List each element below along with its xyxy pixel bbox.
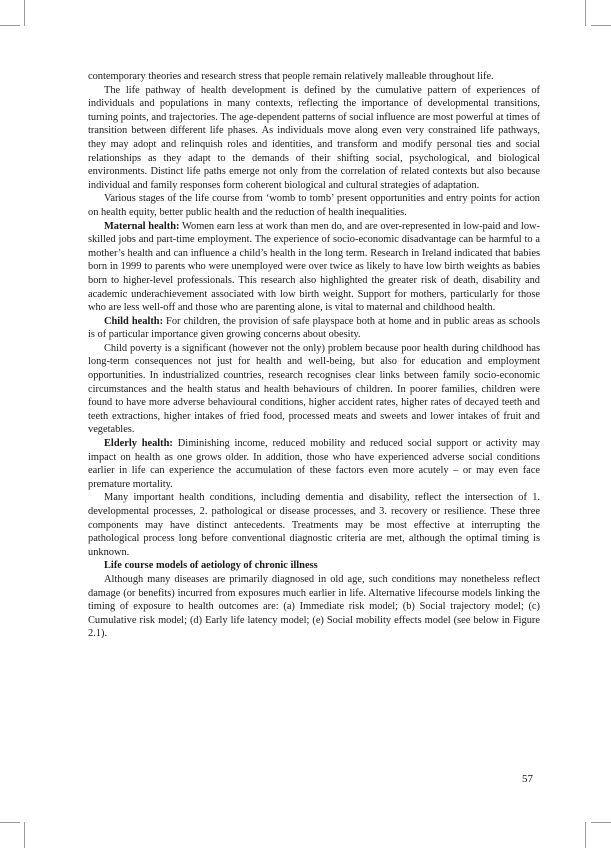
paragraph-lifecourse-models: Although many diseases are primarily diagnosed in old age, such conditions may nonetheless reflect damage (or benefits) incurred from exposures much earlier in life. Alternative lifecourse models linking the timing of exposure to health outcomes are: (a) Immediate risk model; (b) Social trajectory model; (c) Cumulative risk model; (d) Early life latency model; (e) Social mobility effects model (see below in Figure 2.1). — [88, 573, 540, 640]
crop-mark-top-right-h — [591, 25, 611, 26]
paragraph-health-conditions: Many important health conditions, including dementia and disability, reflect the intersection of 1. developmental processes, 2. pathological or disease processes, and 3. recovery or resilience. These three components may have distinct antecedents. Treatments may be most effective at interrupting the pathological process long before conventional diagnostic criteria are met, although the optimal timing is unknown. — [88, 492, 540, 558]
crop-mark-top-left — [24, 0, 25, 26]
lead-child-health: Child health: — [104, 315, 164, 327]
paragraph-life-pathway: The life pathway of health development is defined by the cumulative pattern of experiences of individuals and populations in many contexts, reflecting the importance of developmental transitions, turning points, and trajectories. The age-dependent patterns of social influence are most powerful at times of transition between different life phases. As individuals move along even very constrained life pathways, they may adopt and relinquish roles and identities, and transform and modify personal ties and social relationships as they adapt to the demands of their shifting social, psychological, and biological environments. Distinct life paths emerge not only from the correlation of related contexts but also because individual and family responses form coherent biological and cultural strategies of adaptation. — [88, 84, 540, 191]
paragraph-child-poverty: Child poverty is a significant (however not the only) problem because poor health during childhood has long-term consequences not just for health and well-being, but also for education and employment opportunities. In industrialized countries, research recognises clear links between family socio-economic circumstances and the health status and health behaviours of children. In poorer families, children were found to have more adverse behavioural conditions, higher accident rates, higher rates of decayed teeth and teeth extractions, higher intakes of fried food, processed meats and sweets and lower intakes of fruit and vegetables. — [88, 342, 540, 436]
paragraph-life-stages: Various stages of the life course from ‘womb to tomb’ present opportunities and entry points for action on health equity, better public health and the reduction of health inequalities. — [88, 193, 540, 218]
page-number: 57 — [522, 773, 533, 785]
paragraph-child-health — [88, 315, 540, 342]
crop-mark-bottom-left — [24, 822, 25, 848]
lead-maternal-health: Maternal health: — [104, 220, 180, 232]
paragraph-maternal-health — [88, 220, 540, 315]
crop-mark-top-left-h — [0, 25, 20, 26]
page-body — [88, 70, 540, 641]
section-heading: Life course models of aetiology of chronic illness — [104, 560, 318, 572]
crop-mark-top-right — [585, 0, 586, 26]
lead-elderly-health: Elderly health: — [104, 438, 173, 450]
paragraph-elderly-health — [88, 437, 540, 491]
crop-mark-bottom-left-h — [0, 822, 20, 823]
text-elderly-health: Diminishing income, reduced mobility and reduced social support or activity may impact on health as one grows older. In addition, those who have experienced adverse social conditions earlier in life can experience the accumulation of these factors even more acutely – or may even face premature mortality. — [88, 438, 541, 490]
crop-mark-bottom-right-h — [591, 822, 611, 823]
paragraph-continued: contemporary theories and research stress that people remain relatively malleable throughout life. — [88, 71, 494, 82]
text-child-health: For children, the provision of safe playspace both at home and in public areas as schools is of particular importance given growing concerns about obesity. — [88, 315, 540, 341]
crop-mark-bottom-right — [585, 822, 586, 848]
text-maternal-health: Women earn less at work than men do, and are over-represented in low-paid and low-skilled jobs and part-time employment. The experience of socio-economic disadvantage can be harmful to a mother’s health and can influence a child’s health in the long term. Research in Ireland indicated that babies born in 1999 to parents who were unemployed were over twice as likely to have low birth weights as babies born to higher-level professionals. This research also highlighted the greater risk of death, disability and academic underachievement associated with low birth weight. Support for mothers, particularly for those who are less well-off and those who are parenting alone, is vital to maternal and childhood health. — [88, 220, 540, 314]
